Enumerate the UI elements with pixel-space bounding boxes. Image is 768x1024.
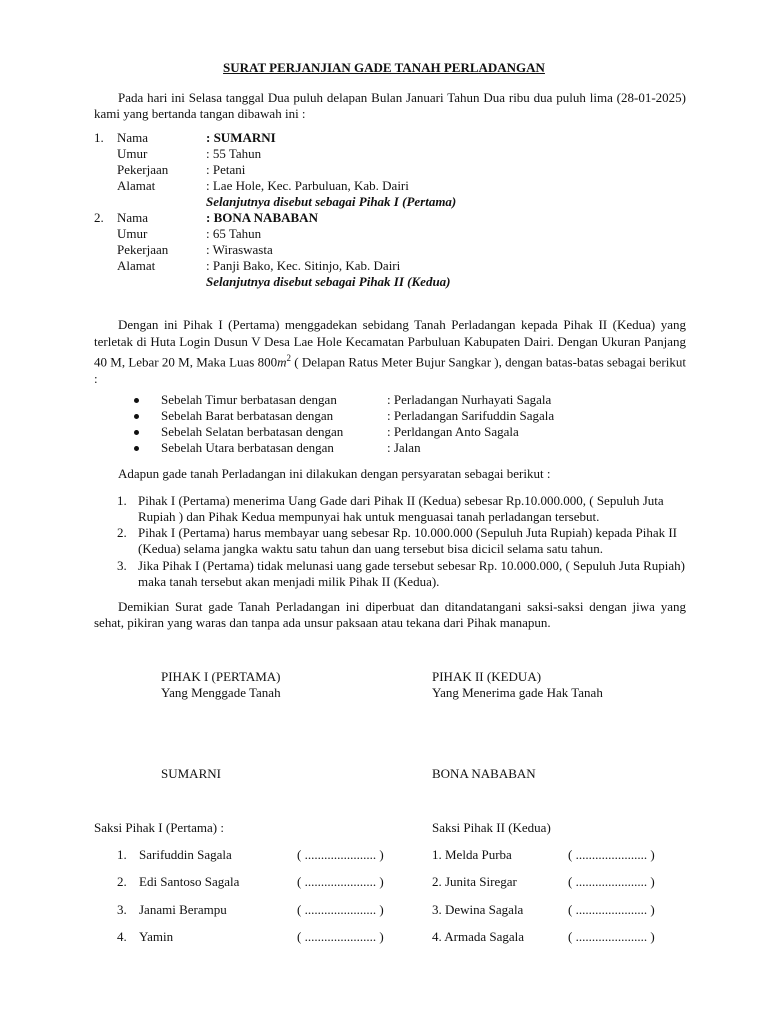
party-1-age-label: Umur [117, 146, 148, 161]
condition-number: 3. [117, 558, 127, 573]
land-paragraph [94, 316, 686, 387]
witness-left-number: 4. [117, 929, 127, 944]
boundary-north-value: : Jalan [387, 440, 421, 455]
boundary-east-value: : Perladangan Nurhayati Sagala [387, 392, 552, 407]
party-2-name-label: Nama [117, 210, 149, 225]
party-2-address-value: : Panji Bako, Kec. Sitinjo, Kab. Dairi [206, 258, 401, 273]
condition-text: Pihak I (Pertama) harus membayar uang sebesar Rp. 10.000.000 (Sepuluh Juta Rupiah) kepada Pihak II (Kedua) selama jangka waktu satu tahun dan uang tersebut bisa dicicil selama satu tahun. [138, 525, 678, 556]
party-1-signature-name: SUMARNI [161, 766, 221, 781]
party-1-signature-title: PIHAK I (PERTAMA) [161, 669, 281, 684]
party-2-job-value: : Wiraswasta [206, 242, 273, 257]
closing-text: Demikian Surat gade Tanah Perladangan ini diperbuat dan ditandatangani saksi-saksi dengan jiwa yang sehat, pikiran yang waras dan tanpa ada unsur paksaan atau tekana dari Pihak manapun. [94, 599, 686, 630]
witness-left-signature: ( ...................... ) [297, 874, 384, 889]
witness-left-name: Edi Santoso Sagala [139, 874, 240, 889]
area-unit: m [277, 354, 287, 370]
party-1-address-value: : Lae Hole, Kec. Parbuluan, Kab. Dairi [206, 178, 409, 193]
boundary-west-value: : Perladangan Sarifuddin Sagala [387, 408, 555, 423]
witness-right-name: 2. Junita Siregar [432, 874, 517, 889]
condition-number: 2. [117, 525, 127, 540]
party-2-age-value: : 65 Tahun [206, 226, 262, 241]
witness-left-signature: ( ...................... ) [297, 847, 384, 862]
party-1-designation: Selanjutnya disebut sebagai Pihak I (Pertama) [206, 194, 457, 209]
condition-text: Jika Pihak I (Pertama) tidak melunasi uang gade tersebut sebesar Rp. 10.000.000, ( Sepuluh Juta Rupiah) maka tanah tersebut akan menjadi milik Pihak II (Kedua). [138, 558, 685, 589]
area-exponent: 2 [286, 353, 291, 363]
intro-text: Pada hari ini Selasa tanggal Dua puluh delapan Bulan Januari Tahun Dua ribu dua puluh lima (28-01-2025) kami yang bertanda tangan dibawah ini : [94, 90, 686, 121]
party-2-name-value: : BONA NABABAN [206, 210, 318, 225]
witness-right-name: 3. Dewina Sagala [432, 902, 524, 917]
party-1-address-label: Alamat [117, 178, 156, 193]
witness-right-name: 1. Melda Purba [432, 847, 512, 862]
document-title: SURAT PERJANJIAN GADE TANAH PERLADANGAN [223, 60, 545, 75]
party-2-signature-role: Yang Menerima gade Hak Tanah [432, 685, 603, 700]
party-1-age-value: : 55 Tahun [206, 146, 262, 161]
witness-right-signature: ( ...................... ) [568, 902, 655, 917]
party-2-signature-title: PIHAK II (KEDUA) [432, 669, 542, 684]
boundary-north-side: Sebelah Utara berbatasan dengan [161, 440, 334, 455]
witness-left-name: Sarifuddin Sagala [139, 847, 232, 862]
conditions-intro: Adapun gade tanah Perladangan ini dilakukan dengan persyaratan sebagai berikut : [118, 466, 551, 481]
party-1-job-label: Pekerjaan [117, 162, 169, 177]
party-1-job-value: : Petani [206, 162, 246, 177]
party-2-job-label: Pekerjaan [117, 242, 169, 257]
party-2-age-label: Umur [117, 226, 148, 241]
condition-text: Pihak I (Pertama) menerima Uang Gade dari Pihak II (Kedua) sebesar Rp.10.000.000, ( Sepuluh Juta Rupiah ) dan Pihak Kedua mempunyai hak untuk menguasai tanah perladangan tersebut. [138, 493, 664, 524]
witness-right-heading: Saksi Pihak II (Kedua) [432, 820, 551, 835]
witness-left-heading: Saksi Pihak I (Pertama) : [94, 820, 224, 835]
witness-right-name: 4. Armada Sagala [432, 929, 525, 944]
witness-right-signature: ( ...................... ) [568, 874, 655, 889]
boundary-west-side: Sebelah Barat berbatasan dengan [161, 408, 334, 423]
condition-item [117, 558, 687, 590]
party-1-signature-role: Yang Menggade Tanah [161, 685, 281, 700]
party-1-name-label: Nama [117, 130, 149, 145]
boundary-south-value: : Perldangan Anto Sagala [387, 424, 519, 439]
witness-left-number: 1. [117, 847, 127, 862]
witness-left-name: Janami Berampu [139, 902, 227, 917]
boundary-south-side: Sebelah Selatan berbatasan dengan [161, 424, 344, 439]
witness-left-number: 2. [117, 874, 127, 889]
witness-left-number: 3. [117, 902, 127, 917]
witness-left-signature: ( ...................... ) [297, 902, 384, 917]
boundary-east-side: Sebelah Timur berbatasan dengan [161, 392, 337, 407]
party-1-name-value: : SUMARNI [206, 130, 276, 145]
party-2-signature-name: BONA NABABAN [432, 766, 536, 781]
closing-paragraph [94, 599, 686, 631]
witness-right-signature: ( ...................... ) [568, 929, 655, 944]
land-text-before: Dengan ini Pihak I (Pertama) menggadekan sebidang Tanah Perladangan kepada Pihak II (Kedua) yang terletak di Huta Login Dusun V Desa Lae Hole Kecamatan Parbuluan Kabupaten Dairi. Dengan Ukuran Panjang 40 M, Lebar 20 M, Maka Luas 800 [94, 317, 686, 370]
intro-paragraph [94, 90, 686, 122]
party-2-number: 2. [94, 210, 104, 225]
condition-item [117, 525, 687, 557]
party-2-designation: Selanjutnya disebut sebagai Pihak II (Kedua) [206, 274, 451, 289]
condition-number: 1. [117, 493, 127, 508]
witness-right-signature: ( ...................... ) [568, 847, 655, 862]
witness-left-name: Yamin [139, 929, 174, 944]
party-1-number: 1. [94, 130, 104, 145]
witness-left-signature: ( ...................... ) [297, 929, 384, 944]
party-2-address-label: Alamat [117, 258, 156, 273]
land-text-after: ( Delapan Ratus Meter Bujur Sangkar ), dengan batas-batas sebagai berikut : [94, 354, 686, 387]
condition-item [117, 493, 687, 525]
